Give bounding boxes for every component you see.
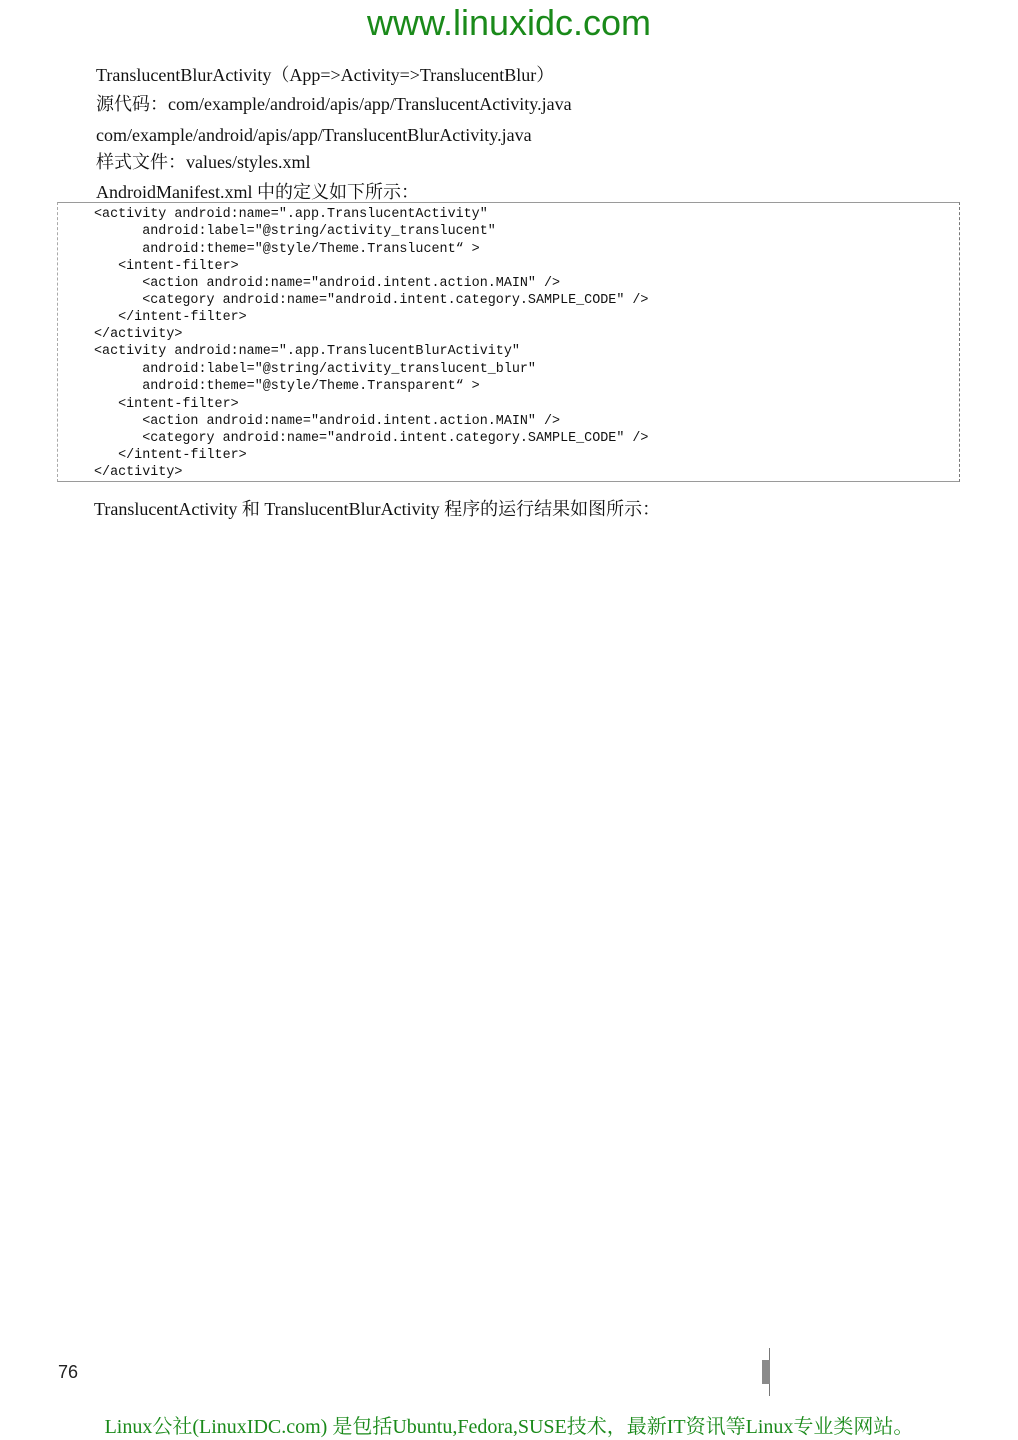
site-header: www.linuxidc.com (366, 2, 652, 43)
manifest-intro-line: AndroidManifest.xml 中的定义如下所示： (96, 182, 419, 202)
code-line: </activity> (94, 465, 183, 480)
code-line: </intent-filter> (94, 448, 247, 463)
code-line: <activity android:name=".app.TranslucentActivity" (94, 207, 488, 222)
site-footer: Linux公社(LinuxIDC.com) 是包括Ubuntu,Fedora,SUSE技术，最新IT资讯等Linux专业类网站。 (104, 1416, 914, 1438)
source-code-line: 源代码：com/example/android/apis/app/TranslucentActivity.java (96, 94, 572, 114)
page-number: 76 (58, 1362, 79, 1382)
code-line: <activity android:name=".app.TranslucentBlurActivity" (94, 344, 520, 359)
code-line: <category android:name="android.intent.category.SAMPLE_CODE" /> (94, 431, 649, 446)
code-line: </intent-filter> (94, 310, 247, 325)
code-line: </activity> (94, 327, 183, 342)
code-line: <intent-filter> (94, 259, 239, 274)
code-line: <category android:name="android.intent.category.SAMPLE_CODE" /> (94, 293, 649, 308)
code-line: android:label="@string/activity_translucent" (94, 224, 496, 239)
source-title-line: TranslucentBlurActivity（App=>Activity=>TranslucentBlur） (96, 65, 555, 85)
code-line: <action android:name="android.intent.action.MAIN" /> (94, 276, 561, 291)
code-line: android:theme="@style/Theme.Transparent“ > (94, 379, 480, 394)
result-intro-line: TranslucentActivity 和 TranslucentBlurActivity 程序的运行结果如图所示： (94, 499, 661, 519)
code-line: android:theme="@style/Theme.Translucent“ > (94, 242, 480, 257)
styles-file-line: 样式文件：values/styles.xml (96, 152, 311, 172)
source-code-line-2: com/example/android/apis/app/TranslucentBlurActivity.java (96, 125, 532, 145)
code-line: android:label="@string/activity_translucent_blur" (94, 362, 536, 377)
code-line: <action android:name="android.intent.action.MAIN" /> (94, 414, 561, 429)
code-line: <intent-filter> (94, 397, 239, 412)
margin-marker (762, 1360, 770, 1384)
